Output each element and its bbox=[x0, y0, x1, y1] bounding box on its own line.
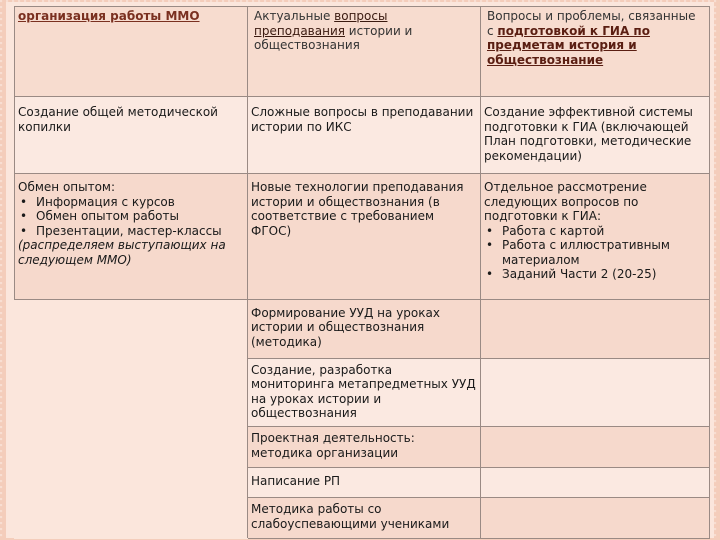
header-col3-text: Вопросы и проблемы, связанные с bbox=[487, 9, 696, 38]
header-col1-label: организация работы ММО bbox=[18, 9, 200, 23]
cell: Методика работы со слабоуспевающими учениками bbox=[248, 498, 481, 539]
header-col3 bbox=[481, 7, 710, 97]
cell: Создание эффективной системы подготовки к ГИА (включающей План подготовки, методические рекомендации) bbox=[481, 97, 710, 174]
mmo-table bbox=[14, 6, 710, 539]
table-row bbox=[15, 97, 710, 174]
empty-cell bbox=[481, 468, 710, 498]
header-col3-underlined: подготовкой к ГИА по предметам история и обществознание bbox=[487, 23, 650, 67]
cell bbox=[15, 174, 248, 300]
list-item: • Обмен опытом работы bbox=[18, 209, 243, 224]
table-row bbox=[15, 174, 710, 300]
slide-page bbox=[6, 2, 714, 538]
exchange-note: (распределяем выступающих на следующем ММО) bbox=[18, 238, 226, 267]
table-row bbox=[15, 299, 710, 358]
header-col2 bbox=[248, 7, 481, 97]
gia-list bbox=[484, 224, 705, 282]
empty-cell bbox=[481, 299, 710, 358]
cell: Создание, разработка мониторинга метапредметных УУД на уроках истории и обществознания bbox=[248, 358, 481, 427]
cell: Новые технологии преподавания истории и обществознания (в соответствие с требованием ФГОС) bbox=[248, 174, 481, 300]
gia-title: Отдельное рассмотрение следующих вопросов по подготовки к ГИА: bbox=[484, 180, 647, 224]
empty-cell bbox=[15, 299, 248, 538]
cell: Сложные вопросы в преподавании истории по ИКС bbox=[248, 97, 481, 174]
header-col2-text: Актуальные bbox=[254, 9, 335, 23]
cell: Проектная деятельность: методика организации bbox=[248, 427, 481, 468]
list-item: • Информация с курсов bbox=[18, 195, 243, 210]
cell: Создание общей методической копилки bbox=[15, 97, 248, 174]
exchange-title: Обмен опытом: bbox=[18, 180, 116, 195]
header-col2-underlined: вопросы преподавания bbox=[254, 9, 388, 38]
empty-cell bbox=[481, 358, 710, 427]
empty-cell bbox=[481, 498, 710, 539]
exchange-list bbox=[18, 195, 243, 239]
list-item: • Заданий Части 2 (20-25) bbox=[484, 267, 705, 282]
list-item: • Презентации, мастер-классы bbox=[18, 224, 243, 239]
header-col2-text-end: истории и обществознания bbox=[254, 23, 413, 52]
empty-cell bbox=[481, 427, 710, 468]
cell: Написание РП bbox=[248, 468, 481, 498]
table-header-row bbox=[15, 7, 710, 97]
list-item: • Работа с иллюстративным материалом bbox=[484, 238, 705, 267]
list-item: • Работа с картой bbox=[484, 224, 705, 239]
header-col1 bbox=[15, 7, 248, 97]
cell bbox=[481, 174, 710, 300]
cell: Формирование УУД на уроках истории и обществознания (методика) bbox=[248, 299, 481, 358]
